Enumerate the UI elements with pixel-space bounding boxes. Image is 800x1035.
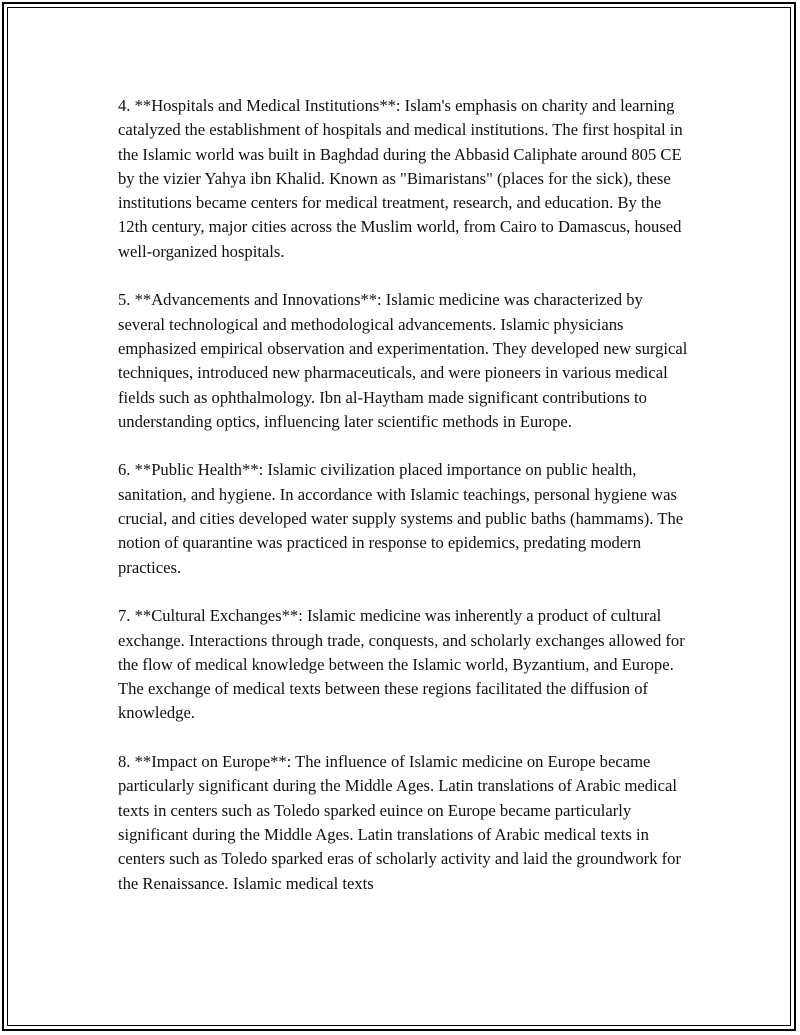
paragraph-public-health: 6. **Public Health**: Islamic civilization placed importance on public health, sanitation, and hygiene. In accordance with Islamic teachings, personal hygiene was crucial, and cities developed water supply systems and public baths (hammams). The notion of quarantine was practiced in response to epidemics, predating modern practices. — [118, 460, 684, 577]
paragraph-cultural-exchanges: 7. **Cultural Exchanges**: Islamic medicine was inherently a product of cultural exchange. Interactions through trade, conquests, and scholarly exchanges allowed for the flow of medical knowledge between the Islamic world, Byzantium, and Europe. The exchange of medical texts between these regions facilitated the diffusion of knowledge. — [118, 606, 685, 723]
paragraph-impact-on-europe: 8. **Impact on Europe**: The influence of Islamic medicine on Europe became particularly significant during the Middle Ages. Latin translations of Arabic medical texts in centers such as Toledo sparked euince on Europe became particularly significant during the Middle Ages. Latin translations of Arabic medical texts in centers such as Toledo sparked eras of scholarly activity and laid the groundwork for the Renaissance. Islamic medical texts — [118, 752, 682, 893]
paragraph-hospitals: 4. **Hospitals and Medical Institutions**: Islam's emphasis on charity and learning catalyzed the establishment of hospitals and medical institutions. The first hospital in the Islamic world was built in Baghdad during the Abbasid Caliphate around 805 CE by the vizier Yahya ibn Khalid. Known as "Bimaristans" (places for the sick), these institutions became centers for medical treatment, research, and education. By the 12th century, major cities across the Muslim world, from Cairo to Damascus, housed well-organized hospitals. — [118, 96, 683, 261]
paragraph-advancements: 5. **Advancements and Innovations**: Islamic medicine was characterized by several technological and methodological advancements. Islamic physicians emphasized empirical observation and experimentation. They developed new surgical techniques, introduced new pharmaceuticals, and were pioneers in various medical fields such as ophthalmology. Ibn al-Haytham made significant contributions to understanding optics, influencing later scientific methods in Europe. — [118, 290, 688, 431]
document-body — [118, 94, 690, 896]
